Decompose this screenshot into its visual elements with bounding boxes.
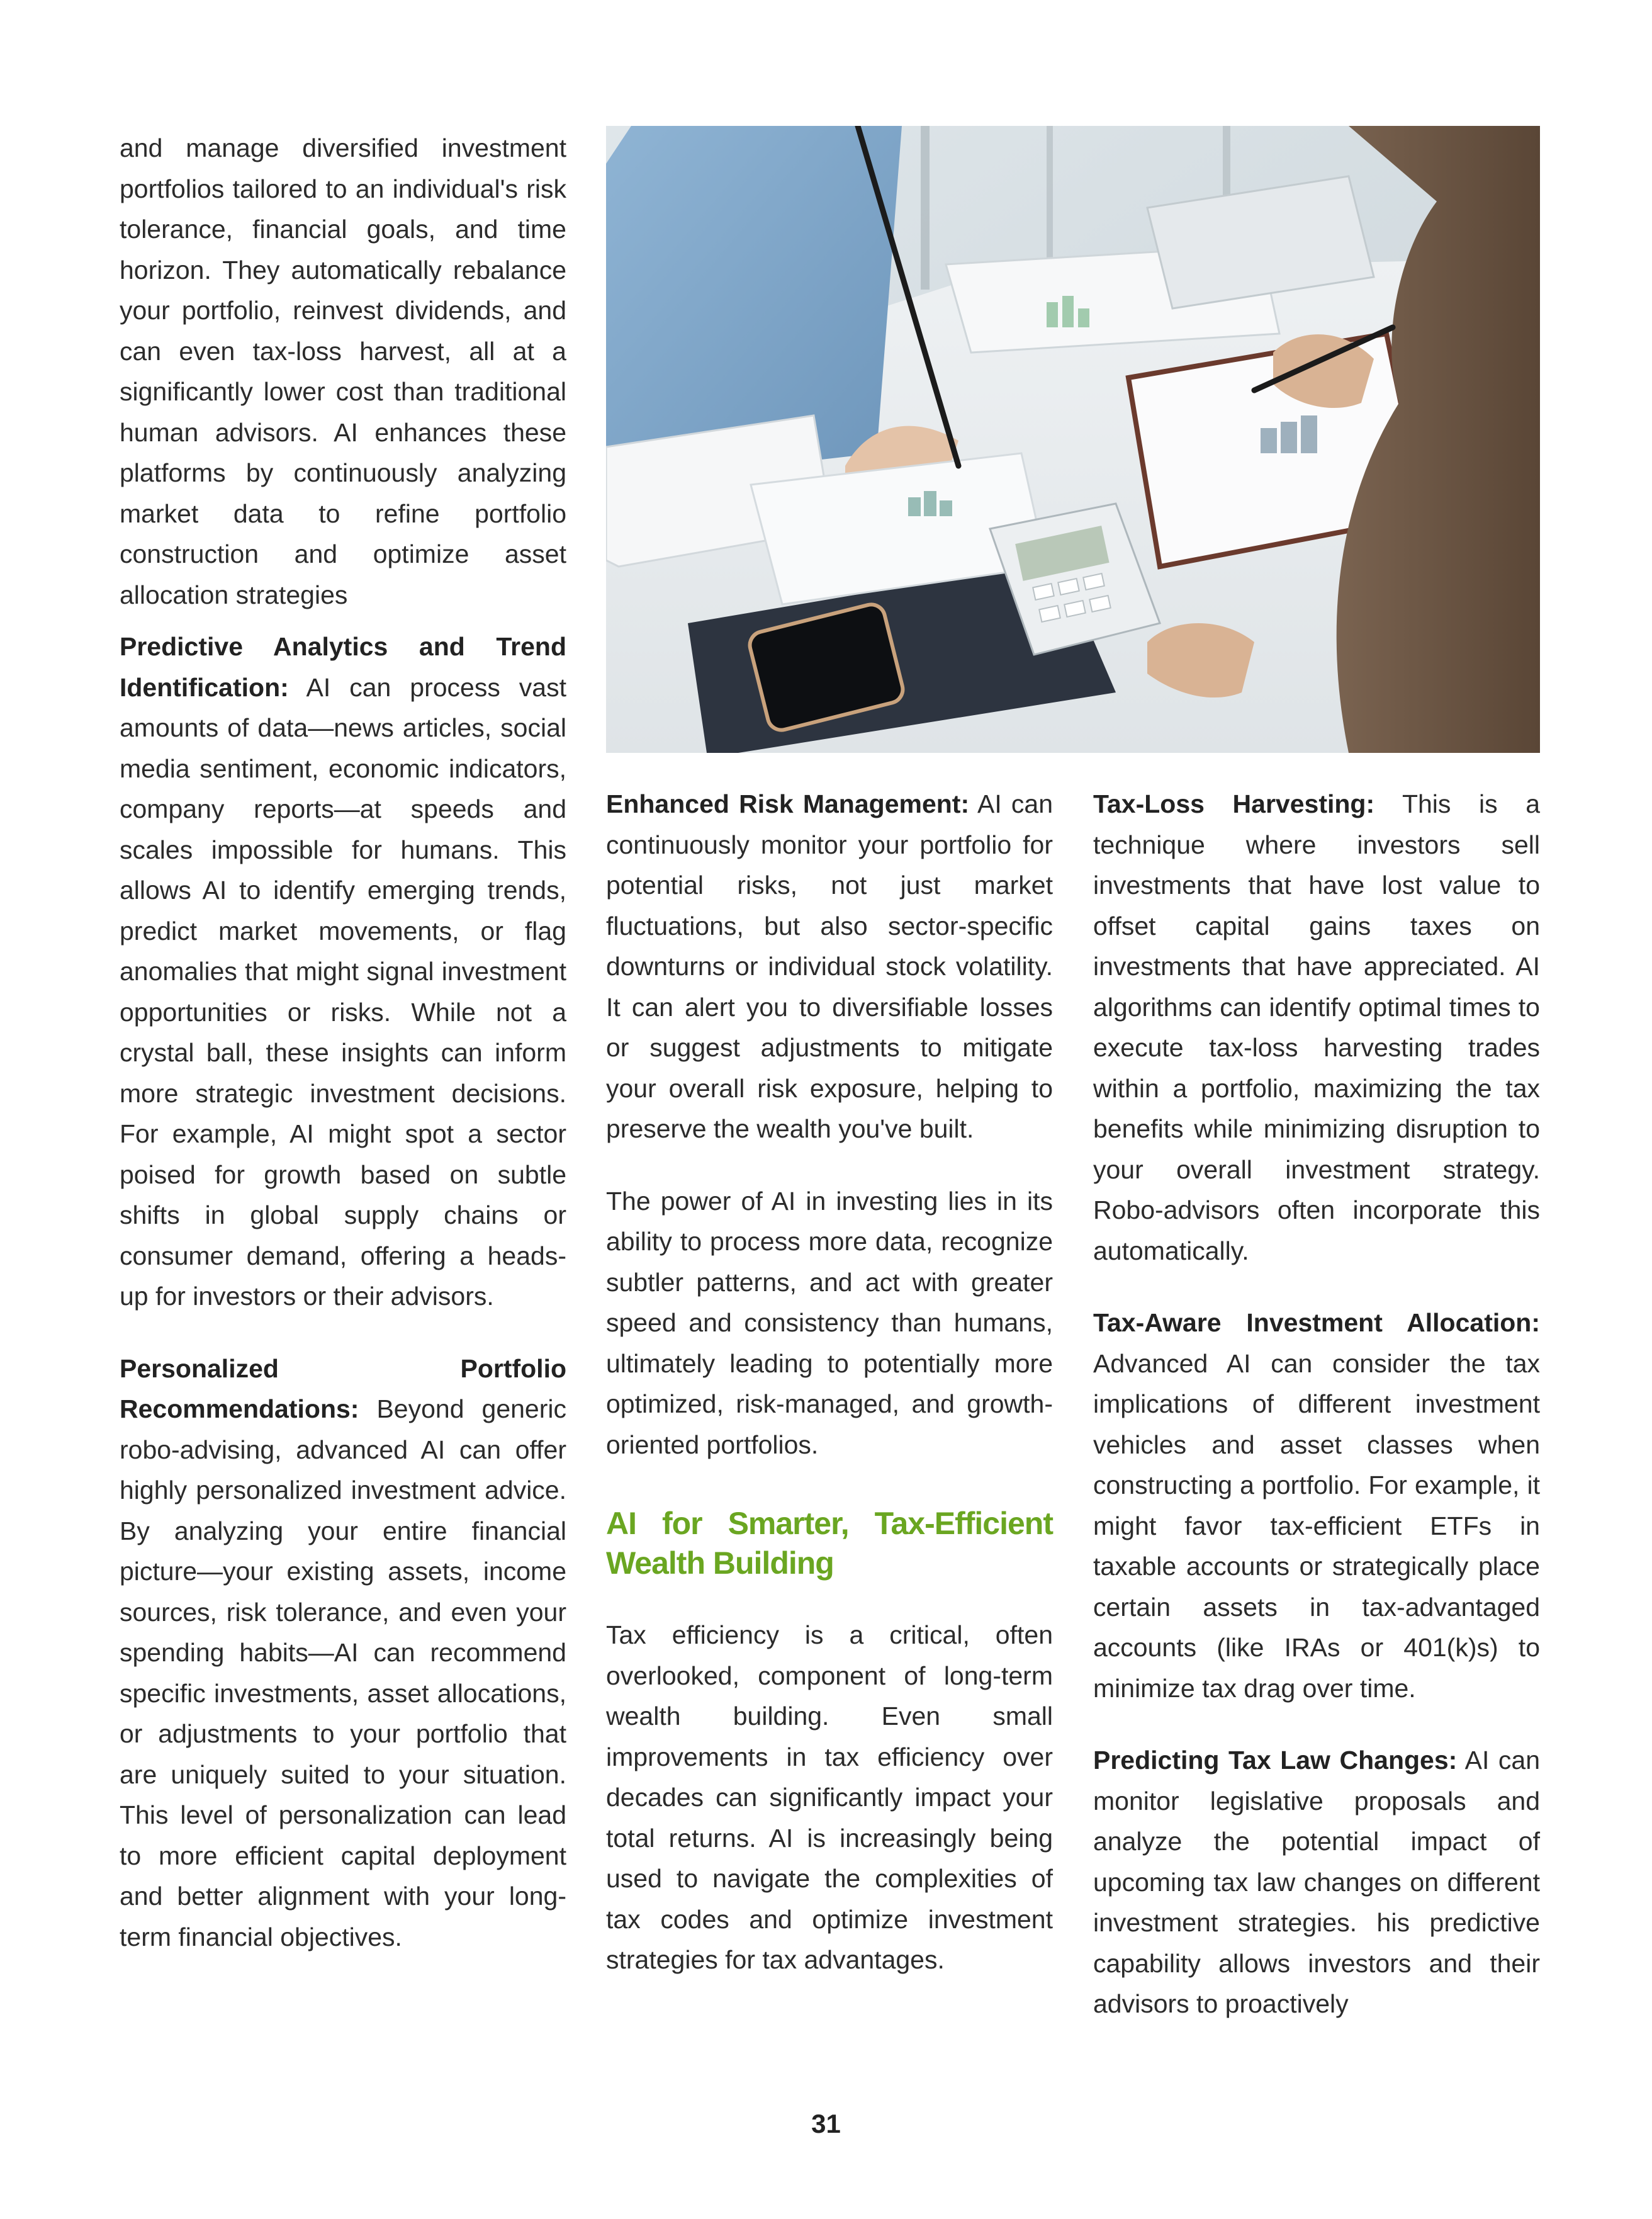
paragraph-robo-advisors: and manage diversified investment portfolios tailored to an individual's risk tolerance, financial goals, and time horizon. They automatically rebalance your portfolio, reinvest dividends, and can even tax-loss harvest, all at a significantly lower cost than traditional human advisors. AI enhances these platforms by continuously analyzing market data to refine portfolio construction and optimize asset allocation strategies — [120, 133, 566, 609]
personalized-recommendations-title: Personalized Portfolio Recommendations: — [120, 1353, 566, 1423]
paragraph-risk-management — [606, 784, 1053, 1149]
tax-loss-harvesting-title: Tax-Loss Harvesting: — [1093, 789, 1375, 818]
paragraph-personalized-recommendations — [120, 1348, 566, 1958]
tax-law-changes-text: AI can monitor legislative proposals and analyze the potential impact of upcoming tax law changes on different investment strategies. his predictive capability allows investors and their advisors to proactively — [1093, 1746, 1540, 2018]
paragraph-predictive-analytics — [120, 626, 566, 1317]
paragraph-tax-law-changes — [1093, 1740, 1540, 2024]
section-heading: AI for Smarter, Tax-Efficient Wealth Building — [606, 1506, 1053, 1581]
predictive-analytics-title: Predictive Analytics and Trend Identification: — [120, 632, 566, 702]
risk-management-title: Enhanced Risk Management: — [606, 789, 970, 818]
tax-aware-allocation-title: Tax-Aware Investment Allocation: — [1093, 1308, 1540, 1337]
tax-loss-harvesting-text: This is a technique where investors sell investments that have lost value to offset capital gains taxes on investments that have appreciated. AI algorithms can identify optimal times to execute tax-loss harvesting trades within a portfolio, maximizing the tax benefits while minimizing disruption to your overall investment strategy. Robo-advisors often incorporate this automatically. — [1093, 789, 1540, 1265]
paragraph-power-of-ai: The power of AI in investing lies in its ability to process more data, recognize subtler patterns, and act with greater speed and consistency than humans, ultimately leading to potentially more optimized, risk-managed, and growth-oriented portfolios. — [606, 1186, 1053, 1459]
personalized-recommendations-text: Beyond generic robo-advising, advanced AI can offer highly personalized investment advice. By analyzing your entire financial picture—your existing assets, income sources, risk tolerance, and even your spending habits—AI can recommend specific investments, asset allocations, or adjustments to your portfolio that are uniquely suited to your situation. This level of personalization can lead to more efficient capital deployment and better alignment with your long-term financial objectives. — [120, 1394, 566, 1951]
paragraph-tax-loss-harvesting — [1093, 784, 1540, 1271]
tax-aware-allocation-text: Advanced AI can consider the tax implications of different investment vehicles and asset classes when constructing a portfolio. For example, it might favor tax-efficient ETFs in taxable accounts or strategically place certain assets in tax-advantaged accounts (like IRAs or 401(k)s) to minimize tax drag over time. — [1093, 1348, 1540, 1703]
paragraph-tax-aware-allocation — [1093, 1302, 1540, 1708]
column-middle — [606, 784, 1053, 1980]
column-right — [1093, 784, 1540, 2024]
paragraph-tax-efficiency: Tax efficiency is a critical, often overlooked, component of long-term wealth building. Even small improvements in tax efficiency over decades can significantly impact your total returns. AI is increasingly being used to navigate the complexities of tax codes and optimize investment strategies for tax advantages. — [606, 1620, 1053, 1974]
page-number: 31 — [811, 2109, 841, 2138]
photo-illustration — [606, 126, 1540, 753]
column-left — [120, 128, 566, 1957]
predictive-analytics-text: AI can process vast amounts of data—news articles, social media sentiment, economic indicators, company reports—at speeds and scales impossible for humans. This allows AI to identify emerging trends, predict market movements, or flag anomalies that might signal investment opportunities or risks. While not a crystal ball, these insights can inform more strategic investment decisions. For example, AI might spot a sector poised for growth based on subtle shifts in global supply chains or consumer demand, offering a heads-up for investors or their advisors. — [120, 672, 566, 1311]
risk-management-text: AI can continuously monitor your portfolio for potential risks, not just market fluctuations, but also sector-specific downturns or individual stock volatility. It can alert you to diversifiable losses or suggest adjustments to mitigate your overall risk exposure, helping to preserve the wealth you've built. — [606, 789, 1053, 1143]
office-meeting-photo — [606, 126, 1540, 753]
tax-law-changes-title: Predicting Tax Law Changes: — [1093, 1746, 1458, 1775]
